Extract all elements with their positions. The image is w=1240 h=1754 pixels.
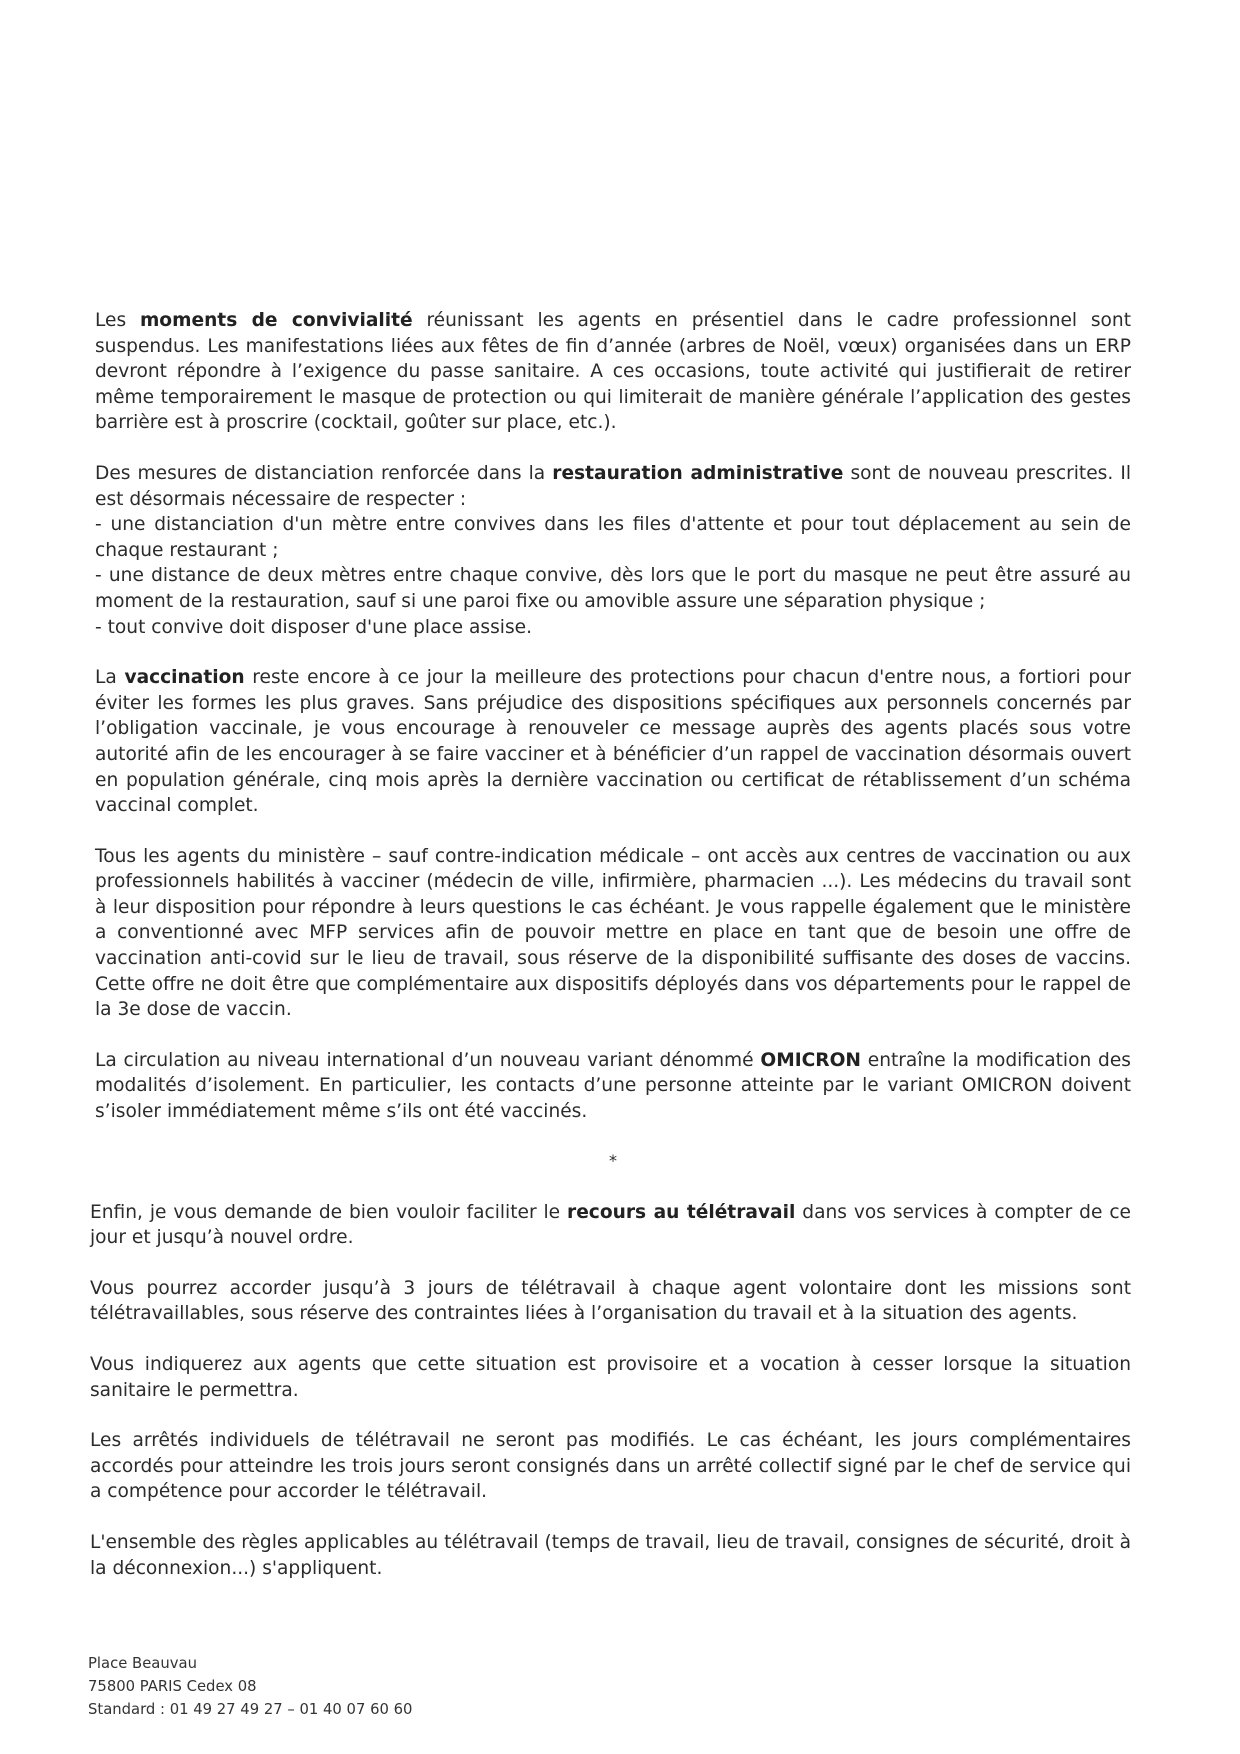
- paragraph-omicron: [95, 1048, 1131, 1125]
- paragraph-teletravail-arretes: [90, 1428, 1131, 1505]
- paragraph-text: Tous les agents du ministère – sauf contre-indication médicale – ont accès aux centres de vaccination ou aux professionnels habilités à vacciner (médecin de ville, infirmière, pharmacien ...). Les médecins du travail sont à leur disposition pour répondre à leurs questions le cas échéant. Je vous rappelle également que le ministère a conventionné avec MFP services afin de pouvoir mettre en place en tant que de besoin une offre de vaccination anti-covid sur le lieu de travail, sous réserve de la disponibilité suffisante des doses de vaccins. Cette offre ne doit être que complémentaire aux dispositifs déployés dans vos départements pour le rappel de la 3e dose de vaccin.: [95, 845, 1131, 1021]
- paragraph-text: La: [95, 667, 125, 689]
- paragraph-text: Les arrêtés individuels de télétravail ne seront pas modifiés. Le cas échéant, les jours complémentaires accordés pour atteindre les trois jours seront consignés dans un arrêté collectif signé par le chef de service qui a compétence pour accorder le télétravail.: [90, 1430, 1131, 1503]
- list-item: - tout convive doit disposer d'une place assise.: [95, 616, 532, 638]
- paragraph-text: reste encore à ce jour la meilleure des protections pour chacun d'entre nous, a fortiori pour éviter les formes les plus graves. Sans préjudice des dispositions spécifiques aux personnels concernés par l’obligation vaccinale, je vous encourage à renouveler ce message auprès des agents placés sous votre autorité afin de les encourager à se faire vacciner et à bénéficier d’un rappel de vaccination désormais ouvert en population générale, cinq mois après la dernière vaccination ou certificat de rétablissement d’un schéma vaccinal complet.: [95, 667, 1131, 817]
- footer-line-phone: Standard : 01 49 27 49 27 – 01 40 07 60 60: [88, 1701, 413, 1718]
- paragraph-text: entraîne la modification des modalités d’isolement. En particulier, les contacts d’une personne atteinte par le variant OMICRON doivent s’isoler immédiatement même s’ils ont été vaccinés.: [95, 1049, 1131, 1123]
- paragraph-text: dans vos services à compter de ce jour et jusqu’à nouvel ordre.: [90, 1201, 1131, 1249]
- list-item: - une distance de deux mètres entre chaque convive, dès lors que le port du masque ne peut être assuré au moment de la restauration, sauf si une paroi fixe ou amovible assure une séparation physique ;: [95, 565, 1131, 612]
- paragraph-text: Vous indiquerez aux agents que cette situation est provisoire et a vocation à cesser lorsque la situation sanitaire le permettra.: [90, 1354, 1131, 1401]
- paragraph-text: sont de nouveau prescrites. Il est désormais nécessaire de respecter :: [95, 462, 1131, 510]
- list-item: - une distanciation d'un mètre entre convives dans les files d'attente et pour tout déplacement au sein de chaque restaurant ;: [95, 514, 1131, 561]
- footer-line-street: Place Beauvau: [88, 1655, 197, 1672]
- paragraph-text: Des mesures de distanciation renforcée dans la: [95, 462, 553, 484]
- paragraph-teletravail-rules: [90, 1530, 1131, 1581]
- paragraph-text: réunissant les agents en présentiel dans le cadre professionnel sont suspendus. Les manifestations liées aux fêtes de fin d’année (arbres de Noël, vœux) organisées dans un ERP devront répondre à l’exigence du passe sanitaire. A ces occasions, toute activité qui justifierait de retirer même temporairement le masque de protection ou qui limiterait de manière générale l’application des gestes barrière est à proscrire (cocktail, goûter sur place, etc.).: [95, 310, 1131, 434]
- paragraph-intro: [95, 461, 1131, 512]
- paragraph-agents-vaccination-access: [95, 844, 1131, 1023]
- paragraph-vaccination: [95, 665, 1131, 819]
- paragraph-teletravail-days: [90, 1276, 1131, 1327]
- paragraph-text: L'ensemble des règles applicables au télétravail (temps de travail, lieu de travail, consignes de sécurité, droit à la déconnexion...) s'appliquent.: [90, 1531, 1131, 1579]
- emphasis-omicron: OMICRON: [760, 1049, 861, 1071]
- emphasis-moments-de-convivialite: moments de convivialité: [139, 310, 413, 331]
- document-body: [90, 308, 1131, 1606]
- emphasis-restauration-administrative: restauration administrative: [552, 462, 844, 484]
- paragraph-teletravail-intro: [90, 1200, 1131, 1251]
- footer-address: [88, 1652, 412, 1721]
- paragraph-restauration: [95, 461, 1131, 640]
- footer-line-city: 75800 PARIS Cedex 08: [88, 1678, 257, 1695]
- paragraph-conviviality: [95, 308, 1131, 436]
- paragraph-teletravail-provisional: [90, 1352, 1131, 1403]
- paragraph-text: Vous pourrez accorder jusqu’à 3 jours de télétravail à chaque agent volontaire dont les missions sont télétravaillables, sous réserve des contraintes liées à l’organisation du travail et à la situation des agents.: [90, 1277, 1131, 1325]
- paragraph-text: Enfin, je vous demande de bien vouloir faciliter le: [90, 1201, 568, 1223]
- section-separator: *: [609, 1150, 617, 1170]
- emphasis-vaccination: vaccination: [124, 667, 245, 689]
- paragraph-text: Les: [95, 310, 140, 331]
- emphasis-recours-au-teletravail: recours au télétravail: [567, 1201, 796, 1223]
- paragraph-text: La circulation au niveau international d’un nouveau variant dénommé: [95, 1049, 761, 1071]
